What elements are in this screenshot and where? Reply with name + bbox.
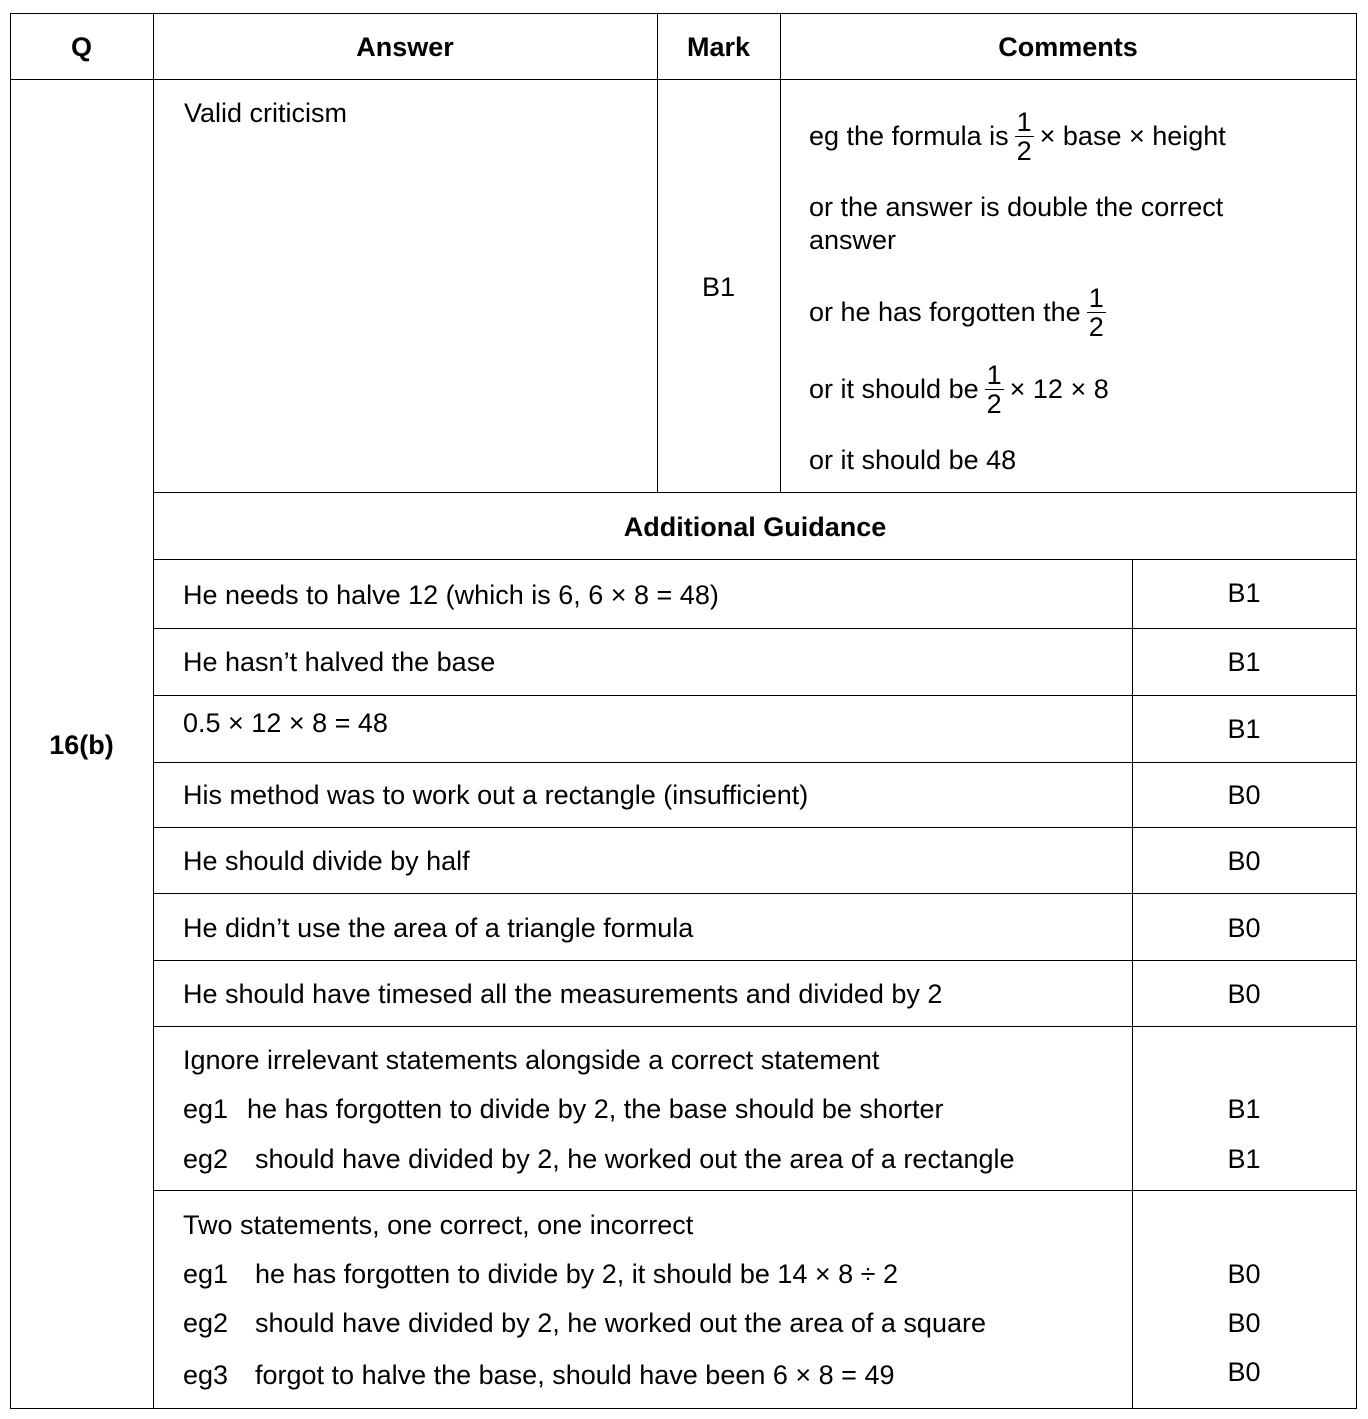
guidance-row-mark: B1 bbox=[1227, 578, 1261, 608]
rule-right bbox=[1356, 13, 1357, 1409]
header-answer: Answer bbox=[356, 32, 454, 62]
two-statements-heading: Two statements, one correct, one incorrect bbox=[183, 1210, 694, 1240]
two-statements-example-label: eg3 bbox=[183, 1360, 229, 1390]
rule-top bbox=[10, 13, 1357, 14]
question-number: 16(b) bbox=[49, 730, 114, 760]
rule-bottom bbox=[10, 1408, 1357, 1409]
two-statements-example-mark: B0 bbox=[1227, 1259, 1261, 1289]
comment-forgotten-prefix: or he has forgotten the bbox=[809, 297, 1081, 327]
ignore-example-mark: B1 bbox=[1227, 1094, 1261, 1124]
guidance-row-text: He should have timesed all the measurements and divided by 2 bbox=[183, 979, 943, 1009]
comment-formula bbox=[809, 103, 1226, 169]
ignore-example-label: eg1 bbox=[183, 1094, 229, 1124]
comment-double-line1: or the answer is double the correct bbox=[809, 192, 1224, 222]
comment-formula-prefix: eg the formula is bbox=[809, 121, 1009, 151]
guidance-row-text: He should divide by half bbox=[183, 846, 470, 876]
main-answer: Valid criticism bbox=[184, 98, 348, 128]
rule-mark-col bbox=[780, 13, 781, 493]
fraction-half: $\frac{1}{2}$ bbox=[1088, 282, 1104, 342]
rule-row-1 bbox=[153, 628, 1357, 629]
two-statements-example-label: eg1 bbox=[183, 1259, 229, 1289]
header-q: Q bbox=[70, 32, 92, 62]
header-mark: Mark bbox=[686, 32, 751, 62]
ignore-example-text: should have divided by 2, he worked out the area of a rectangle bbox=[255, 1144, 1015, 1174]
comment-formula-suffix: × base × height bbox=[1039, 121, 1226, 151]
rule-row-3 bbox=[153, 762, 1357, 763]
rule-main-bottom bbox=[153, 492, 1357, 493]
comment-should-be-prefix: or it should be bbox=[809, 374, 979, 404]
rule-header-bottom bbox=[10, 79, 1357, 80]
rule-row-8 bbox=[153, 1190, 1357, 1191]
ignore-example-text: he has forgotten to divide by 2, the base should be shorter bbox=[247, 1094, 944, 1124]
two-statements-example-text: forgot to halve the base, should have been 6 × 8 = 49 bbox=[255, 1360, 895, 1390]
two-statements-example-label: eg2 bbox=[183, 1308, 229, 1338]
two-statements-example-text: should have divided by 2, he worked out the area of a square bbox=[255, 1308, 986, 1338]
two-statements-example-text: he has forgotten to divide by 2, it should be 14 × 8 ÷ 2 bbox=[255, 1259, 899, 1289]
comment-forgotten bbox=[809, 279, 1112, 345]
guidance-row-text: He didn’t use the area of a triangle formula bbox=[183, 913, 694, 943]
rule-left bbox=[10, 13, 11, 1409]
fraction-half: $\frac{1}{2}$ bbox=[1016, 106, 1032, 166]
rule-row-2 bbox=[153, 695, 1357, 696]
guidance-row-mark: B0 bbox=[1227, 913, 1261, 943]
comment-should-be-suffix: × 12 × 8 bbox=[1009, 374, 1109, 404]
fraction-half: $\frac{1}{2}$ bbox=[986, 359, 1002, 419]
rule-row-4 bbox=[153, 827, 1357, 828]
guidance-title: Additional Guidance bbox=[623, 512, 887, 542]
two-statements-example-mark: B0 bbox=[1227, 1357, 1261, 1387]
comment-double-line2: answer bbox=[809, 225, 897, 255]
rule-q-col bbox=[153, 13, 154, 1409]
guidance-row-text: 0.5 × 12 × 8 = 48 bbox=[183, 708, 388, 738]
guidance-row-text: He needs to halve 12 (which is 6, 6 × 8 = 48) bbox=[183, 580, 719, 610]
rule-row-7 bbox=[153, 1026, 1357, 1027]
guidance-row-mark: B0 bbox=[1227, 780, 1261, 810]
guidance-row-mark: B0 bbox=[1227, 846, 1261, 876]
two-statements-example-mark: B0 bbox=[1227, 1308, 1261, 1338]
main-mark: B1 bbox=[701, 272, 736, 302]
guidance-row-mark: B0 bbox=[1227, 979, 1261, 1009]
rule-guidance-title-bottom bbox=[153, 559, 1357, 560]
comment-should-be-48: or it should be 48 bbox=[809, 445, 1017, 475]
comment-should-be-expression bbox=[809, 356, 1109, 422]
rule-row-6 bbox=[153, 960, 1357, 961]
ignore-example-mark: B1 bbox=[1227, 1144, 1261, 1174]
ignore-example-label: eg2 bbox=[183, 1144, 229, 1174]
guidance-row-mark: B1 bbox=[1227, 647, 1261, 677]
guidance-row-text: He hasn’t halved the base bbox=[183, 647, 496, 677]
rule-answer-col bbox=[657, 13, 658, 493]
guidance-row-text: His method was to work out a rectangle (insufficient) bbox=[183, 780, 809, 810]
header-comments: Comments bbox=[998, 32, 1138, 62]
guidance-row-mark: B1 bbox=[1227, 714, 1261, 744]
ignore-heading: Ignore irrelevant statements alongside a correct statement bbox=[183, 1045, 880, 1075]
rule-row-5 bbox=[153, 893, 1357, 894]
